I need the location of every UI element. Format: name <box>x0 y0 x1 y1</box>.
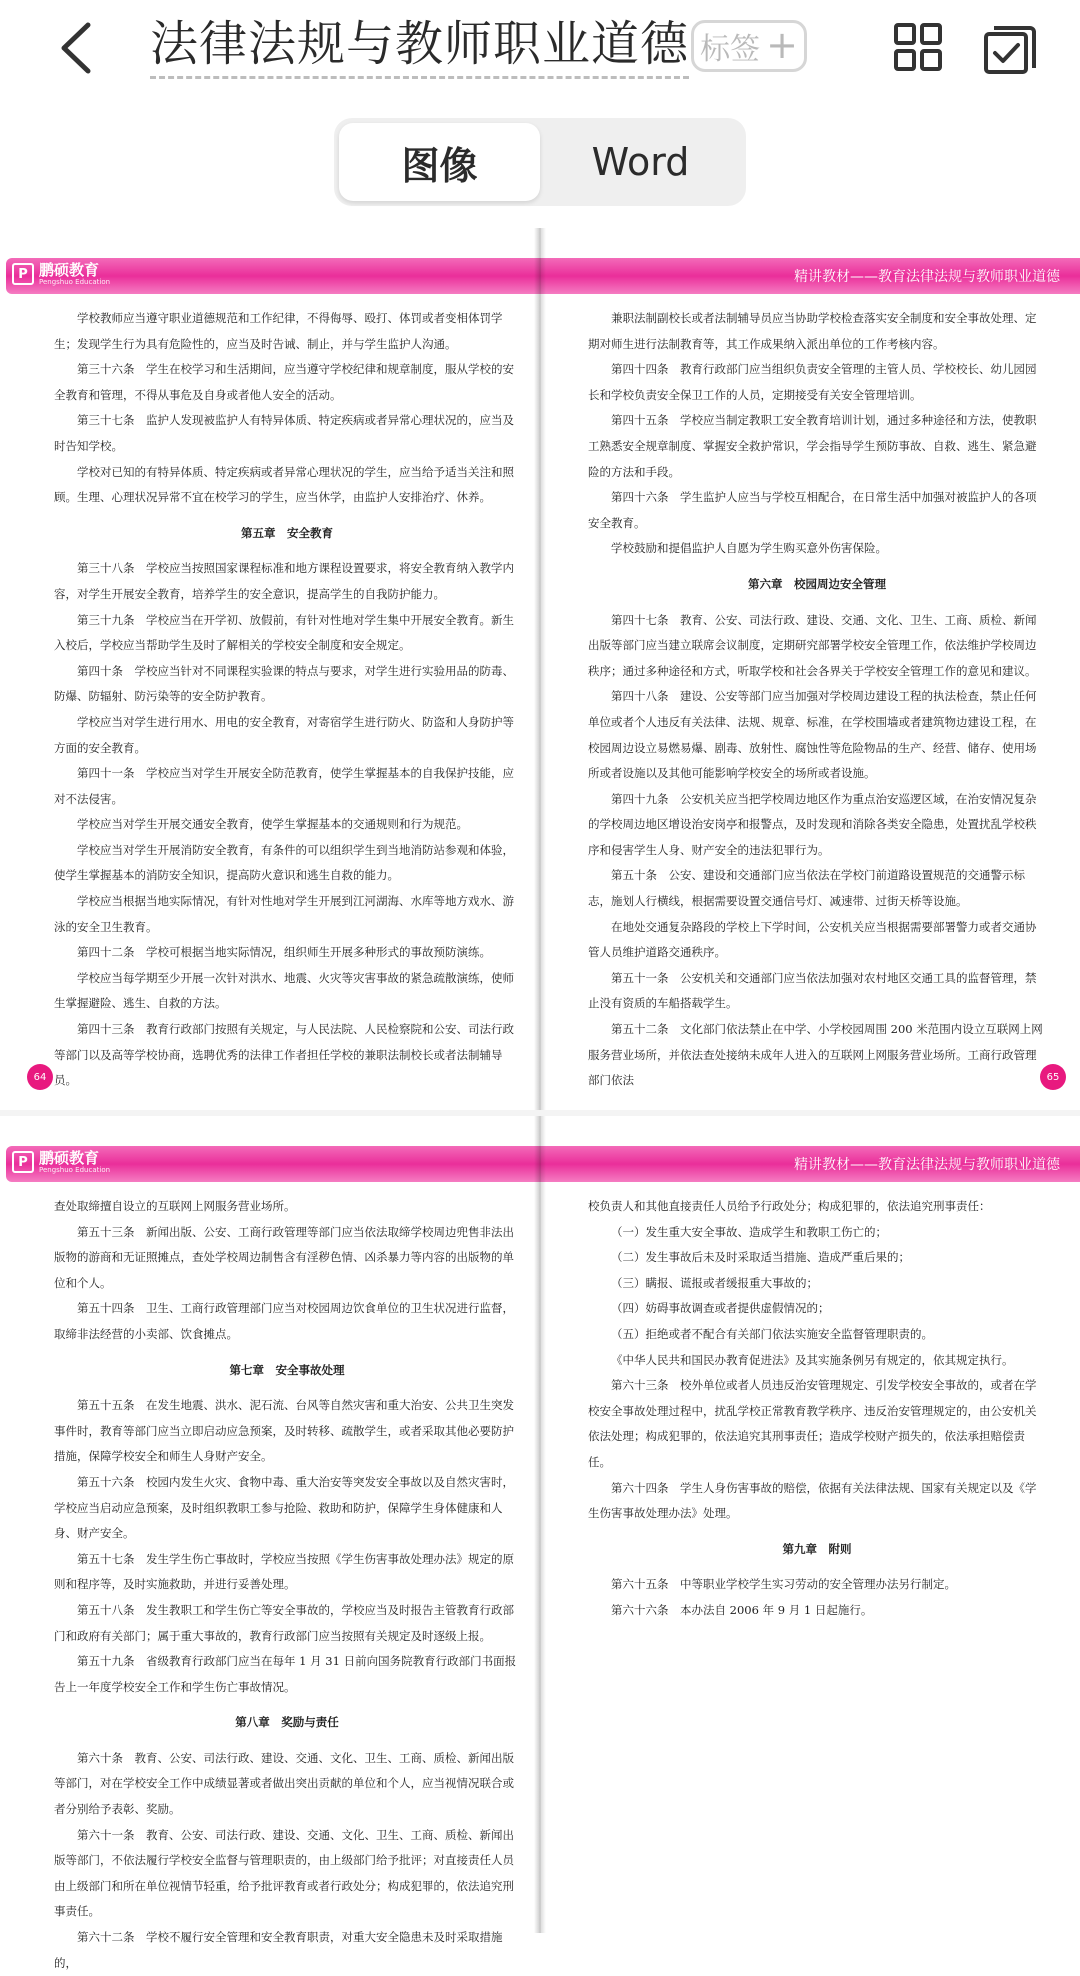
paragraph: 第三十九条 学校应当在开学初、放假前，有针对性地对学生集中开展安全教育。新生入校后，学校应当帮助学生及时了解相关的学校安全制度和安全规定。 <box>54 612 514 653</box>
paragraph: 第三十七条 监护人发现被监护人有特异体质、特定疾病或者异常心理状况的，应当及时告知学校。 <box>54 413 514 453</box>
book-page-left <box>0 228 540 1110</box>
page-text <box>54 306 520 1094</box>
page-text <box>588 306 1046 1094</box>
paragraph: 第四十三条 教育行政部门按照有关规定，与人民法院、人民检察院和公安、司法行政等部门以及高等学校协商，选聘优秀的法律工作者担任学校的兼职法制校长或者法制辅导员。 <box>54 1022 514 1088</box>
page-text <box>588 1194 1046 1624</box>
paragraph: 第六十三条 校外单位或者人员违反治安管理规定、引发学校安全事故的，或者在学校安全事故处理过程中，扰乱学校正常教育教学秩序、违反治安管理规定的，由公安机关依法处理；构成犯罪的，依法追究其刑事责任；造成学校财产损失的，依法承担赔偿责任。 <box>588 1378 1037 1469</box>
paragraph: 第四十八条 建设、公安等部门应当加强对学校周边建设工程的执法检查，禁止任何单位或者个人违反有关法律、法规、规章、标准，在学校围墙或者建筑物边建设工程，在校园周边设立易燃易爆、剧毒、放射性、腐蚀性等危险物品的生产、经营、储存、使用场所或者设施以及其他可能影响学校安全的场所或者设施。 <box>588 689 1037 781</box>
paragraph: 学校教师应当遵守职业道德规范和工作纪律，不得侮辱、殴打、体罚或者变相体罚学生；发现学生行为具有危险性的，应当及时告诫、制止，并与学生监护人沟通。 <box>54 311 503 351</box>
page-text <box>54 1194 520 1976</box>
paragraph: 第三十六条 学生在校学习和生活期间，应当遵守学校纪律和规章制度，服从学校的安全教育和管理，不得从事危及自身或者他人安全的活动。 <box>54 362 514 402</box>
paragraph: 第五十条 公安、建设和交通部门应当依法在学校门前道路设置规范的交通警示标志，施划人行横线，根据需要设置交通信号灯、减速带、过街天桥等设施。 <box>588 868 1025 909</box>
paragraph: 第五十四条 卫生、工商行政管理部门应当对校园周边饮食单位的卫生状况进行监督，取缔非法经营的小卖部、饮食摊点。 <box>54 1301 514 1341</box>
running-title: 精讲教材——教育法律法规与教师职业道德 <box>794 1157 1060 1173</box>
book-page-right <box>540 228 1080 1110</box>
book-spine <box>534 1116 546 1933</box>
paragraph: 第六十六条 本办法自 2006 年 9 月 1 日起施行。 <box>611 1602 873 1617</box>
chapter-heading: 第九章 附则 <box>782 1541 852 1556</box>
paragraph: 第六十二条 学校不履行安全管理和安全教育职责，对重大安全隐患未及时采取措施的， <box>54 1930 503 1970</box>
tag-label: 标签 <box>700 32 761 67</box>
paragraph: 学校应当每学期至少开展一次针对洪水、地震、火灾等灾害事故的紧急疏散演练，使师生掌握避险、逃生、自救的方法。 <box>54 970 514 1011</box>
page-number: 65 <box>1040 1064 1066 1090</box>
paragraph: （一）发生重大安全事故、造成学生和教职工伤亡的； <box>611 1224 887 1239</box>
paragraph: 查处取缔擅自设立的互联网上网服务营业场所。 <box>54 1199 296 1213</box>
paragraph: 第四十一条 学校应当对学生开展安全防范教育，使学生掌握基本的自我保护技能，应对不法侵害。 <box>54 766 514 806</box>
paragraph: 兼职法制副校长或者法制辅导员应当协助学校检查落实安全制度和安全事故处理、定期对师生进行法制教育等，其工作成果纳入派出单位的工作考核内容。 <box>588 311 1037 351</box>
paragraph: 第四十六条 学生监护人应当与学校互相配合，在日常生活中加强对被监护人的各项安全教育。 <box>588 490 1037 530</box>
paragraph: 第六十五条 中等职业学校学生实习劳动的安全管理办法另行制定。 <box>611 1577 956 1592</box>
book-page-right <box>540 1116 1080 1933</box>
publisher-logo <box>12 1150 110 1174</box>
paragraph: 校负责人和其他直接责任人员给予行政处分；构成犯罪的，依法追究刑事责任： <box>588 1199 991 1213</box>
page-spread[interactable] <box>0 228 1080 1110</box>
paragraph: 学校应当根据当地实际情况，有针对性地对学生开展到江河湖海、水库等地方戏水、游泳的安全卫生教育。 <box>54 894 514 934</box>
paragraph: 第五十七条 发生学生伤亡事故时，学校应当按照《学生伤害事故处理办法》规定的原则和程序等，及时实施救助，并进行妥善处理。 <box>54 1551 514 1592</box>
paragraph: （四）妨碍事故调查或者提供虚假情况的； <box>611 1301 830 1316</box>
back-button[interactable] <box>58 18 108 78</box>
paragraph: 第四十七条 教育、公安、司法行政、建设、交通、文化、卫生、工商、质检、新闻出版等部门应当建立联席会议制度，定期研究部署学校安全管理工作，依法维护学校周边秩序；通过多种途径和方式，听取学校和社会各界关于学校安全管理工作的意见和建议。 <box>588 612 1037 678</box>
running-title: 精讲教材——教育法律法规与教师职业道德 <box>794 269 1060 285</box>
view-mode-toggle <box>334 118 746 206</box>
paragraph: 学校对已知的有特异体质、特定疾病或者异常心理状况的学生，应当给予适当关注和照顾。生理、心理状况异常不宜在校学习的学生，应当休学，由监护人安排治疗、休养。 <box>54 464 514 505</box>
paragraph: 《中华人民共和国民办教育促进法》及其实施条例另有规定的，依其规定执行。 <box>611 1352 1014 1367</box>
page-header-band <box>6 1146 540 1182</box>
paragraph: 第五十九条 省级教育行政部门应当在每年 1 月 31 日前向国务院教育行政部门书面报告上一年度学校安全工作和学生伤亡事故情况。 <box>54 1654 517 1694</box>
document-viewer[interactable] <box>0 228 1080 1970</box>
logo-subtitle: Pengshuo Education <box>39 278 111 286</box>
page-number: 64 <box>27 1064 53 1090</box>
paragraph: （三）瞒报、谎报或者缓报重大事故的； <box>611 1275 818 1290</box>
grid-view-button[interactable] <box>893 22 943 72</box>
logo-mark-icon: P <box>12 1151 34 1173</box>
grid-icon <box>893 22 943 72</box>
chapter-heading: 第五章 安全教育 <box>241 525 333 540</box>
paragraph: 学校鼓励和提倡监护人自愿为学生购买意外伤害保险。 <box>611 541 887 556</box>
multi-select-button[interactable] <box>982 20 1038 76</box>
paragraph: 学校应当对学生进行用水、用电的安全教育，对寄宿学生进行防火、防盗和人身防护等方面的安全教育。 <box>54 714 514 755</box>
chapter-heading: 第六章 校园周边安全管理 <box>748 576 886 591</box>
logo-name: 鹏硕教育 <box>39 261 100 279</box>
paragraph: 第五十八条 发生教职工和学生伤亡等安全事故的，学校应当及时报告主管教育行政部门和政府有关部门；属于重大事故的，教育行政部门应当按照有关规定及时逐级上报。 <box>54 1602 514 1643</box>
paragraph: （五）拒绝或者不配合有关部门依法实施安全监督管理职责的。 <box>611 1326 933 1341</box>
paragraph: 第四十二条 学校可根据当地实际情况，组织师生开展多种形式的事故预防演练。 <box>77 945 491 960</box>
book-spine <box>534 228 546 1110</box>
add-tag-button[interactable] <box>691 20 807 72</box>
top-bar <box>0 0 1080 95</box>
logo-name: 鹏硕教育 <box>39 1149 100 1167</box>
paragraph: 第三十八条 学校应当按照国家课程标准和地方课程设置要求，将安全教育纳入教学内容，对学生开展安全教育，培养学生的安全意识，提高学生的自我防护能力。 <box>54 561 514 601</box>
checkbox-stack-icon <box>982 20 1038 76</box>
paragraph: 第五十三条 新闻出版、公安、工商行政管理等部门应当依法取缔学校周边兜售非法出版物的游商和无证照摊点，查处学校周边制售含有淫秽色情、凶杀暴力等内容的出版物的单位和个人。 <box>54 1224 514 1290</box>
chapter-heading: 第七章 安全事故处理 <box>229 1362 345 1377</box>
page-header-band <box>540 1146 1080 1182</box>
paragraph: 第四十五条 学校应当制定教职工安全教育培训计划，通过多种途径和方法，使教职工熟悉安全规章制度、掌握安全救护常识，学会指导学生预防事故、自救、逃生、紧急避险的方法和手段。 <box>588 413 1037 479</box>
page-header-band <box>6 258 540 294</box>
plus-icon: + <box>766 22 798 67</box>
paragraph: 第五十二条 文化部门依法禁止在中学、小学校园周围 200 米范围内设立互联网上网服务营业场所，并依法查处接纳未成年人进入的互联网上网服务营业场所。工商行政管理部门依法 <box>588 1022 1043 1088</box>
paragraph: 第四十九条 公安机关应当把学校周边地区作为重点治安巡逻区域，在治安情况复杂的学校周边地区增设治安岗亭和报警点，及时发现和消除各类安全隐患，处置扰乱学校秩序和侵害学生人身、财产安全的违法犯罪行为。 <box>588 791 1037 857</box>
paragraph: 第四十四条 教育行政部门应当组织负责安全管理的主管人员、学校校长、幼儿园园长和学校负责安全保卫工作的人员，定期接受有关安全管理培训。 <box>588 362 1037 402</box>
tab-word[interactable]: Word <box>591 140 690 184</box>
publisher-logo <box>12 262 110 286</box>
page-spread[interactable] <box>0 1116 1080 1970</box>
logo-mark-icon: P <box>12 263 34 285</box>
tab-image[interactable]: 图像 <box>339 123 540 201</box>
paragraph: 第六十条 教育、公安、司法行政、建设、交通、文化、卫生、工商、质检、新闻出版等部门，对在学校安全工作中成绩显著或者做出突出贡献的单位和个人，应当视情况联合或者分别给予表彰、奖励。 <box>54 1750 514 1817</box>
chapter-heading: 第八章 奖励与责任 <box>235 1715 339 1730</box>
paragraph: 学校应当对学生开展消防安全教育，有条件的可以组织学生到当地消防站参观和体验，使学生掌握基本的消防安全知识，提高防火意识和逃生自救的能力。 <box>54 842 514 883</box>
paragraph: 第五十六条 校园内发生火灾、食物中毒、重大治安等突发安全事故以及自然灾害时，学校应当启动应急预案，及时组织教职工参与抢险、救助和防护，保障学生身体健康和人身、财产安全。 <box>54 1474 514 1541</box>
paragraph: 第四十条 学校应当针对不同课程实验课的特点与要求，对学生进行实验用品的防毒、防爆、防辐射、防污染等的安全防护教育。 <box>54 663 514 704</box>
paragraph: 学校应当对学生开展交通安全教育，使学生掌握基本的交通规则和行为规范。 <box>77 817 468 832</box>
book-page-left <box>0 1116 540 1970</box>
page-header-band <box>540 258 1080 294</box>
paragraph: 第五十一条 公安机关和交通部门应当依法加强对农村地区交通工具的监督管理，禁止没有资质的车船搭载学生。 <box>588 970 1037 1011</box>
paragraph: 在地处交通复杂路段的学校上下学时间，公安机关应当根据需要部署警力或者交通协管人员维护道路交通秩序。 <box>588 919 1037 960</box>
document-title[interactable]: 法律法规与教师职业道德 <box>150 12 689 79</box>
chevron-left-icon <box>58 21 92 75</box>
logo-subtitle: Pengshuo Education <box>39 1166 111 1174</box>
paragraph: 第五十五条 在发生地震、洪水、泥石流、台风等自然灾害和重大治安、公共卫生突发事件时，教育等部门应当立即启动应急预案，及时转移、疏散学生，或者采取其他必要防护措施，保障学校安全和师生人身财产安全。 <box>54 1398 514 1464</box>
paragraph: （二）发生事故后未及时采取适当措施、造成严重后果的； <box>611 1250 910 1265</box>
paragraph: 第六十四条 学生人身伤害事故的赔偿，依据有关法律法规、国家有关规定以及《学生伤害事故处理办法》处理。 <box>588 1480 1037 1521</box>
paragraph: 第六十一条 教育、公安、司法行政、建设、交通、文化、卫生、工商、质检、新闻出版等部门，不依法履行学校安全监督与管理职责的，由上级部门给予批评；对直接责任人员由上级部门和所在单位视情节轻重，给予批评教育或者行政处分；构成犯罪的，依法追究刑事责任。 <box>54 1827 514 1919</box>
